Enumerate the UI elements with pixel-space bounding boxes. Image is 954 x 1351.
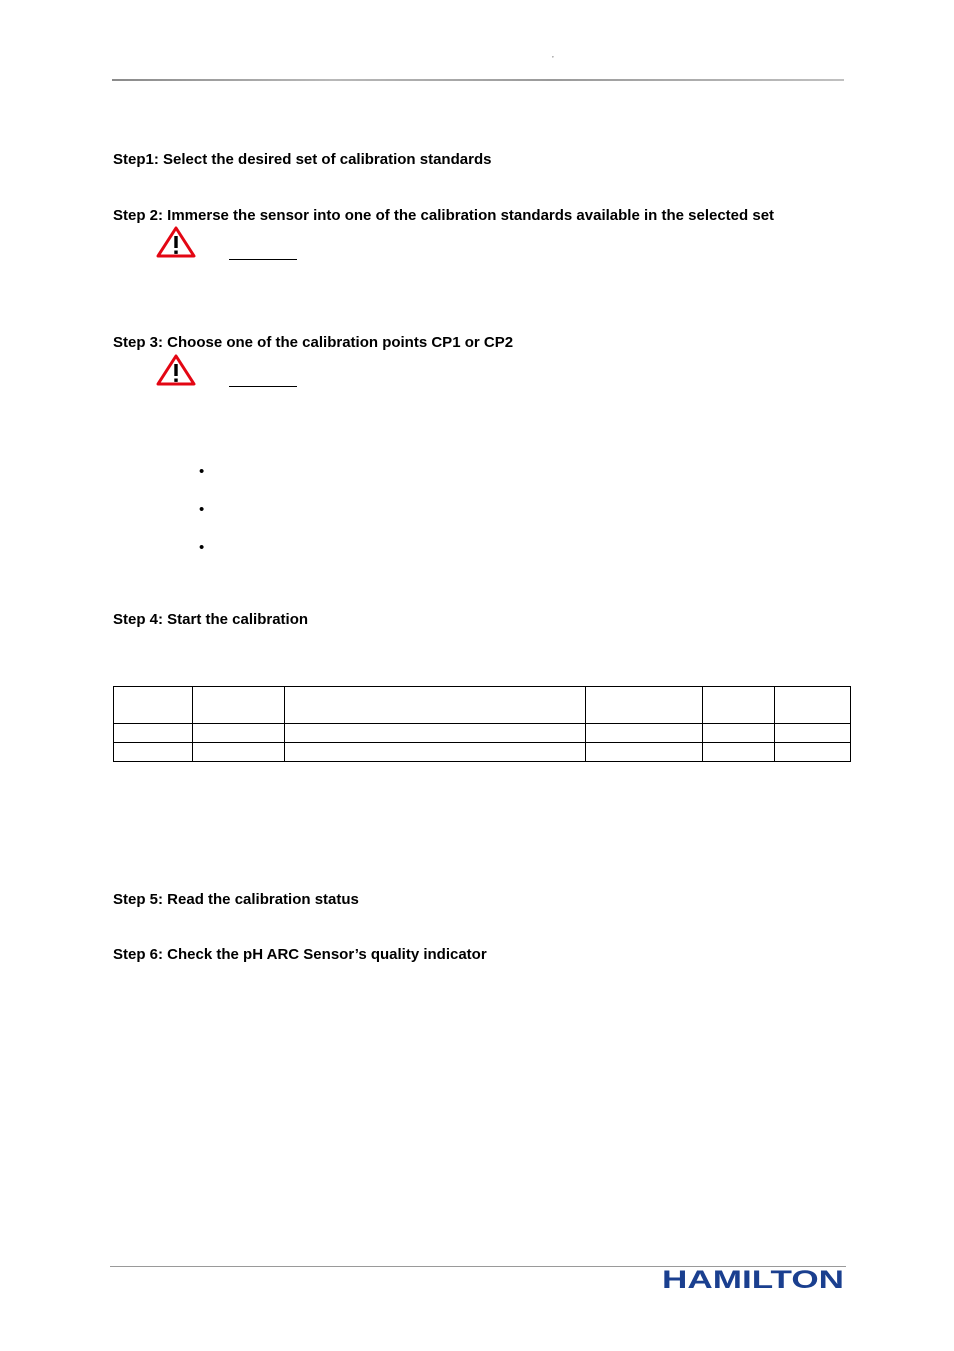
table-row xyxy=(114,724,851,743)
table-cell xyxy=(586,724,703,743)
step-5-heading: Step 5: Read the calibration status xyxy=(113,891,359,908)
table-cell xyxy=(285,743,586,762)
step-1-heading: Step1: Select the desired set of calibration standards xyxy=(113,151,492,168)
table-cell xyxy=(586,687,703,724)
caution-underline xyxy=(229,259,297,260)
warning-triangle-icon xyxy=(156,354,196,386)
calibration-table xyxy=(113,686,851,762)
table-cell xyxy=(193,687,285,724)
table-cell xyxy=(193,724,285,743)
bullet-marker: • xyxy=(199,463,205,480)
bullet-marker: • xyxy=(199,501,205,518)
header-rule xyxy=(112,79,844,81)
bullet-marker: • xyxy=(199,539,205,556)
table-cell xyxy=(775,687,851,724)
step-6-heading: Step 6: Check the pH ARC Sensor’s quality indicator xyxy=(113,946,487,963)
step-2-heading: Step 2: Immerse the sensor into one of the calibration standards available in the selected set xyxy=(113,207,775,224)
table-cell xyxy=(114,687,193,724)
table-row xyxy=(114,743,851,762)
table-cell xyxy=(703,743,775,762)
table-cell xyxy=(775,724,851,743)
svg-text:HAMILTON: HAMILTON xyxy=(662,1266,844,1291)
caution-underline xyxy=(229,386,297,387)
table-cell xyxy=(114,724,193,743)
table-cell xyxy=(114,743,193,762)
table-header-row xyxy=(114,687,851,724)
table-cell xyxy=(703,724,775,743)
table-cell xyxy=(703,687,775,724)
header-mark: ’ xyxy=(552,55,554,64)
table-cell xyxy=(285,724,586,743)
table-cell xyxy=(586,743,703,762)
step-4-heading: Step 4: Start the calibration xyxy=(113,611,309,628)
table-cell xyxy=(285,687,586,724)
table-cell xyxy=(193,743,285,762)
table-cell xyxy=(775,743,851,762)
warning-triangle-icon xyxy=(156,226,196,258)
hamilton-logo xyxy=(662,1265,844,1291)
step-3-heading: Step 3: Choose one of the calibration points CP1 or CP2 xyxy=(113,334,514,351)
